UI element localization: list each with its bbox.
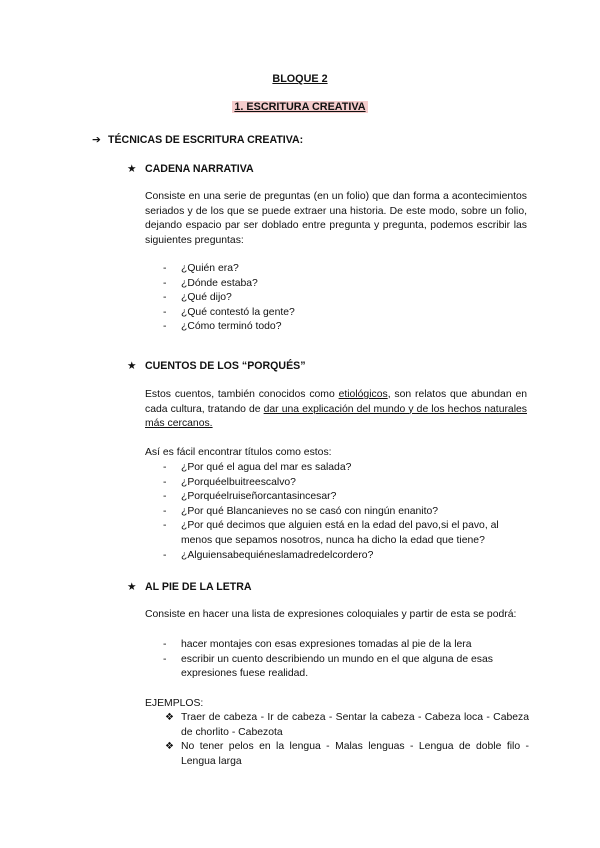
list-item-text: ¿Porquéelbuitreescalvo? [181, 476, 296, 488]
list-item [145, 476, 529, 491]
list-item-text: ¿Por qué Blancanieves no se casó con ningún enanito? [181, 505, 439, 517]
list-item-text: ¿Por qué decimos que alguien está en la edad del pavo,si el pavo, al menos que sepamos nosotros, nunca ha dicho la edad que tiene? [181, 520, 499, 546]
dash-bullet: - [163, 549, 167, 561]
block-title: BLOQUE 2 [272, 73, 328, 85]
list-item [145, 461, 529, 476]
dash-bullet: - [163, 462, 167, 473]
heading-letra-text: AL PIE DE LA LETRA [145, 581, 252, 593]
porques-question-list [145, 461, 529, 563]
diamond-bullet-icon: ❖ [165, 712, 174, 723]
porques-intro: Así es fácil encontrar títulos como estos: [145, 447, 332, 458]
porques-text-2: , son relatos que abundan en cada cultura, tratando de [145, 389, 527, 415]
list-item [145, 490, 529, 505]
heading-cuentos-porques [127, 359, 306, 374]
example-text: Traer de cabeza - Ir de cabeza - Sentar la cabeza - Cabeza loca - Cabeza de chorlito - Cabezota [181, 712, 529, 738]
dash-bullet: - [163, 491, 167, 503]
dash-bullet: - [163, 639, 167, 650]
cadena-paragraph: Consiste en una serie de preguntas (en un folio) que dan forma a acontecimientos seriados y de los que se puede extraer una historia. De este modo, sobre un folio, dejando espacio par ser doblado entre pregunta y pregunta, podemos escribir las siguientes preguntas: [145, 191, 527, 246]
section-title-highlight: 1. ESCRITURA CREATIVA [234, 101, 366, 113]
techniques-heading [92, 133, 303, 148]
techniques-heading-text: TÉCNICAS DE ESCRITURA CREATIVA: [108, 134, 304, 146]
list-item-text: hacer montajes con esas expresiones tomadas al pie de la lera [181, 639, 472, 650]
examples-label: EJEMPLOS: [145, 698, 204, 709]
list-item-text: ¿Cómo terminó todo? [181, 321, 282, 333]
star-icon: ★ [127, 581, 137, 593]
cadena-question-list [145, 262, 529, 335]
star-icon: ★ [127, 163, 137, 175]
star-icon: ★ [127, 360, 137, 372]
list-item-text: ¿Qué dijo? [181, 292, 232, 304]
porques-text-1: Estos cuentos, también conocidos como [145, 389, 339, 400]
dash-bullet: - [163, 277, 167, 289]
list-item [145, 519, 529, 548]
example-item [145, 711, 529, 740]
list-item [145, 277, 529, 292]
letra-paragraph: Consiste en hacer una lista de expresiones coloquiales y partir de esta se podrá: [145, 609, 517, 620]
explanation-link[interactable]: dar una explicación del mundo y de los hechos naturales más cercanos. [145, 403, 527, 430]
list-item-text: ¿Dónde estaba? [181, 277, 258, 289]
list-item-text: ¿Quién era? [181, 263, 239, 274]
dash-bullet: - [163, 476, 167, 488]
list-item-text: ¿Alguiensabequiéneslamadredelcordero? [181, 549, 374, 561]
dash-bullet: - [163, 263, 167, 274]
heading-cadena-narrativa [127, 162, 254, 177]
section-title [0, 100, 600, 115]
dash-bullet: - [163, 653, 167, 665]
list-item-text: ¿Por qué el agua del mar es salada? [181, 462, 352, 473]
list-item [145, 262, 529, 277]
heading-cadena-text: CADENA NARRATIVA [145, 163, 254, 175]
heading-al-pie-de-la-letra [127, 580, 252, 595]
list-item [145, 320, 529, 335]
diamond-bullet-icon: ❖ [165, 741, 174, 753]
examples-list [145, 711, 529, 769]
letra-list [145, 638, 529, 682]
dash-bullet: - [163, 520, 167, 532]
dash-bullet: - [163, 292, 167, 304]
list-item-text: escribir un cuento describiendo un mundo en el que alguna de esas expresiones fuese realidad. [181, 653, 493, 680]
list-item [145, 638, 529, 653]
list-item [145, 306, 529, 321]
list-item [145, 549, 529, 564]
list-item [145, 505, 529, 520]
heading-porques-text: CUENTOS DE LOS “PORQUÉS” [145, 360, 306, 372]
list-item-text: ¿Porquéelruiseñorcantasincesar? [181, 491, 337, 503]
porques-paragraph [145, 388, 527, 432]
list-item [145, 291, 529, 306]
dash-bullet: - [163, 321, 167, 333]
dash-bullet: - [163, 505, 167, 517]
list-item-text: ¿Qué contestó la gente? [181, 306, 295, 318]
arrow-icon: ➔ [92, 134, 101, 146]
example-item [145, 740, 529, 769]
example-text: No tener pelos en la lengua - Malas lenguas - Lengua de doble filo - Lengua larga [181, 741, 529, 767]
list-item [145, 653, 529, 682]
etiologicos-link[interactable]: etiológicos [338, 389, 388, 400]
dash-bullet: - [163, 306, 167, 318]
